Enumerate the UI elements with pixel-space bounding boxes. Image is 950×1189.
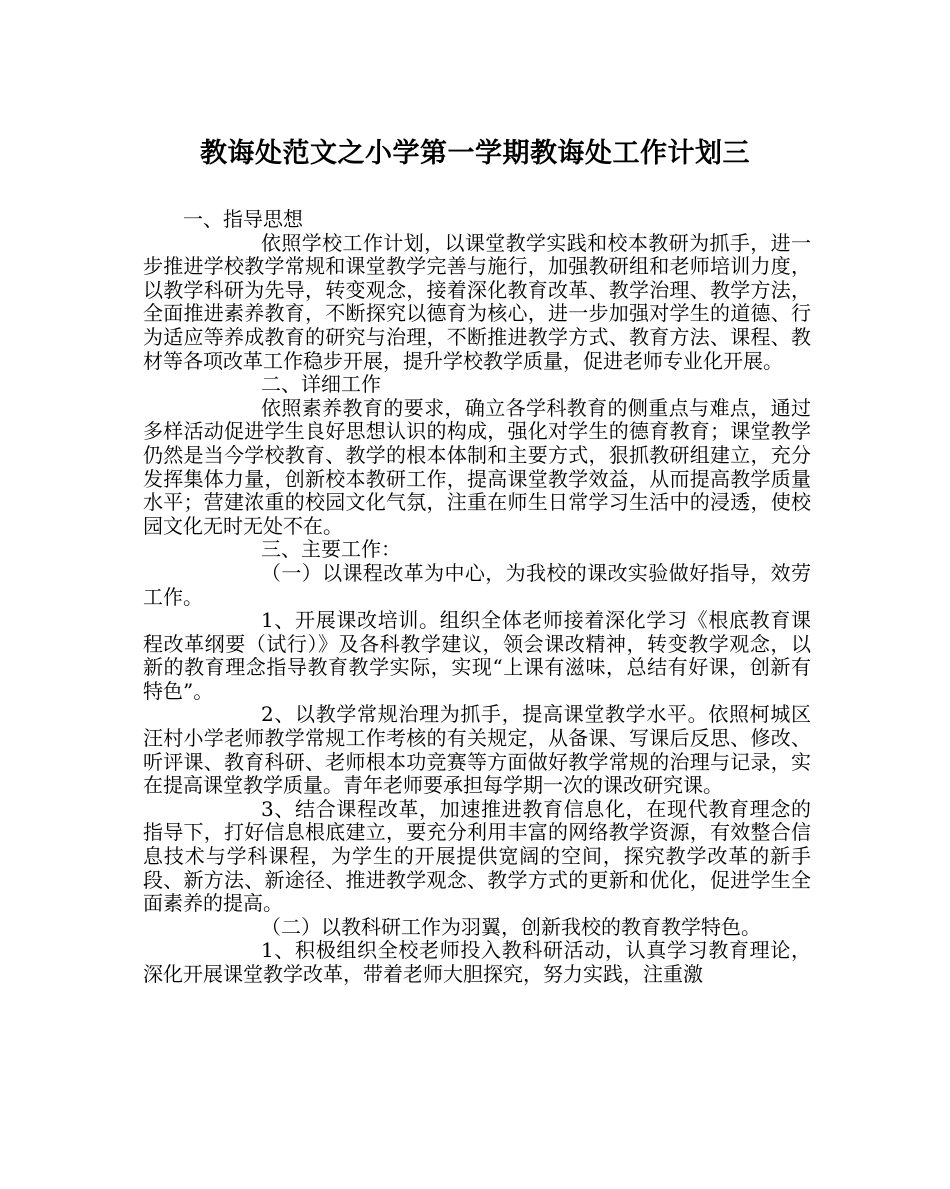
subsection-heading-curriculum-reform: （一）以课程改革为中心，为我校的课改实验做好指导，效劳工作。 (143, 560, 811, 609)
document-body (143, 208, 811, 987)
paragraph-item-1-training: 1、开展课改培训。组织全体老师接着深化学习《根底教育课程改革纲要（试行）》及各科教学建议，领会课改精神，转变教学观念，以新的教育理念指导教育教学实际，实现“上课有滋味，总结有好课，创新有特色”。 (143, 608, 811, 703)
section-heading-detailed-work: 二、详细工作 (261, 372, 381, 397)
document-title: 教诲处范文之小学第一学期教诲处工作计划三 (200, 138, 750, 169)
paragraph-research-item-1: 1、积极组织全校老师投入教科研活动，认真学习教育理论，深化开展课堂教学改革，带着老师大胆探究，努力实践，注重激 (143, 938, 811, 986)
paragraph-guiding-ideology: 依照学校工作计划，以课堂教学实践和校本教研为抓手，进一步推进学校教学常规和课堂教学完善与施行，加强教研组和老师培训力度，以教学科研为先导，转变观念，接着深化教育改革、教学治理、教学方法，全面推进素养教育，不断探究以德育为核心，进一步加强对学生的道德、行为适应等养成教育的研究与治理，不断推进教学方式、教育方法、课程、教材等各项改革工作稳步开展，提升学校教学质量，促进老师专业化开展。 (143, 230, 811, 373)
section-heading-main-work: 三、主要工作： (261, 537, 401, 562)
paragraph-item-3-informatization: 3、结合课程改革，加速推进教育信息化，在现代教育理念的指导下，打好信息根底建立，要充分利用丰富的网络教学资源，有效整合信息技术与学科课程，为学生的开展提供宽阔的空间，探究教学改革的新手段、新方法、新途径、推进教学观念、教学方式的更新和优化，促进学生全面素养的提高。 (143, 796, 811, 916)
paragraph-detailed-work: 依照素养教育的要求，确立各学科教育的侧重点与难点，通过多样活动促进学生良好思想认识的构成，强化对学生的德育教育；课堂教学仍然是当今学校教育、教学的根本体制和主要方式，狠抓教研组建立，充分发挥集体力量，创新校本教研工作，提高课堂教学效益，从而提高教学质量水平；营建浓重的校园文化气氛，注重在师生日常学习生活中的浸透，使校园文化无时无处不在。 (143, 395, 811, 538)
paragraph-item-2-routine-management: 2、以教学常规治理为抓手，提高课堂教学水平。依照柯城区汪村小学老师教学常规工作考核的有关规定，从备课、写课后反思、修改、听评课、教育科研、老师根本功竞赛等方面做好教学常规的治理与记录，实在提高课堂教学质量。青年老师要承担每学期一次的课改研究课。 (143, 702, 811, 798)
subsection-heading-research: （二）以教科研工作为羽翼，创新我校的教育教学特色。 (261, 914, 761, 939)
section-heading-guiding-ideology: 一、指导思想 (183, 207, 303, 231)
